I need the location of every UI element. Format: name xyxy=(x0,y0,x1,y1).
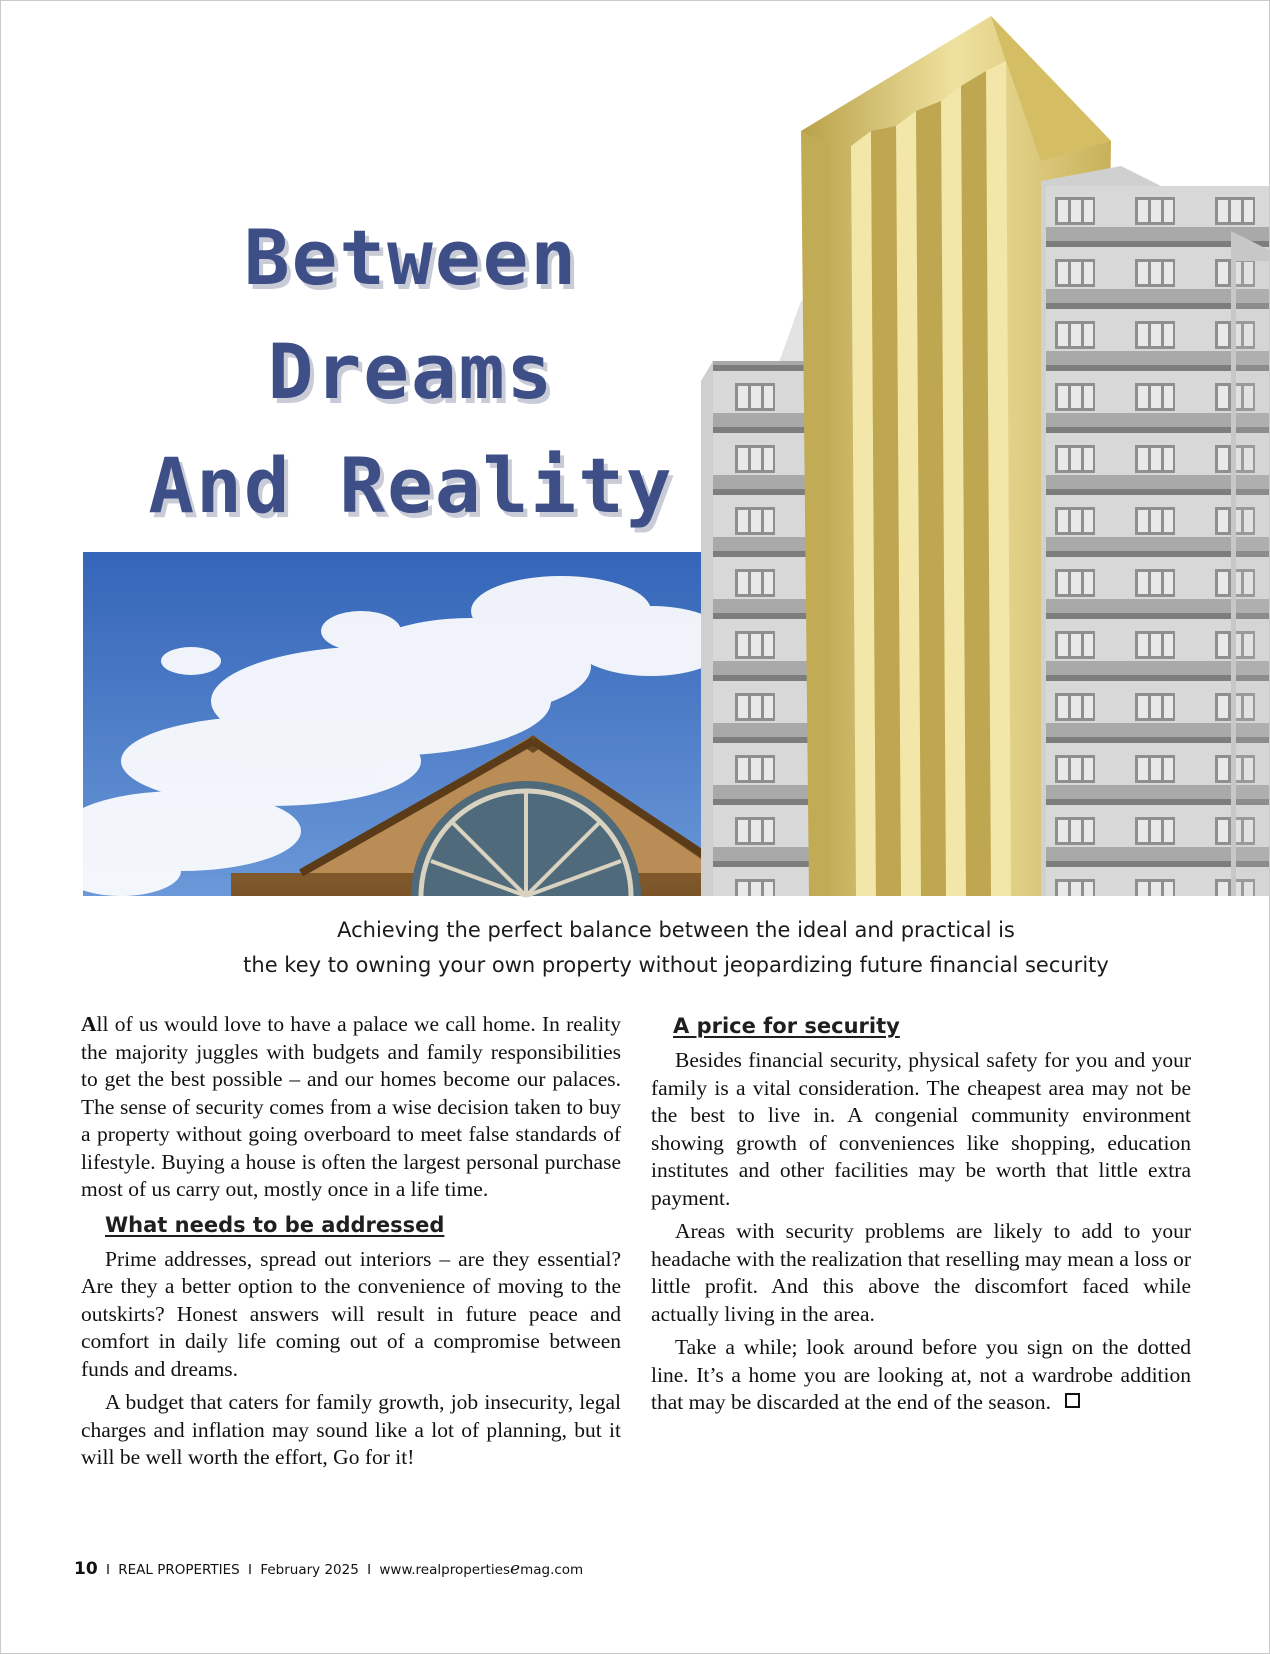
website-link[interactable] xyxy=(379,1559,584,1579)
footer-separator: I xyxy=(367,1562,372,1578)
magazine-name: REAL PROPERTIES xyxy=(118,1562,240,1578)
url-e-logo: e xyxy=(510,1559,521,1579)
url-suffix: mag.com xyxy=(520,1562,584,1578)
end-of-article-icon xyxy=(1065,1393,1080,1408)
issue-date: February 2025 xyxy=(260,1562,359,1578)
deck-line: the key to owning your own property without jeopardizing future financial security xyxy=(243,953,1109,977)
page-footer xyxy=(74,1559,583,1579)
footer-separator: I xyxy=(105,1562,110,1578)
page-number: 10 xyxy=(74,1559,98,1579)
drop-cap: A xyxy=(81,1012,97,1036)
title-line: And Reality xyxy=(148,441,674,530)
paragraph: A budget that caters for family growth, job insecurity, legal charges and inflation may sound like a lot of planning, but it will be well worth the effort, Go for it! xyxy=(81,1390,621,1469)
final-text: Take a while; look around before you sign on the dotted line. It’s a home you are looking at, not a wardrobe addition that may be discarded at the end of the season. xyxy=(651,1335,1191,1414)
title-line: Dreams xyxy=(267,327,555,416)
url-prefix: www.realproperties xyxy=(379,1562,511,1578)
tower-building xyxy=(701,16,1270,896)
paragraph: Prime addresses, spread out interiors – are they essential? Are they a better option to the convenience of moving to the outskirts? Honest answers will result in future peace and comfort in daily life coming out of a compromise between funds and dreams. xyxy=(81,1246,621,1381)
article-deck xyxy=(81,913,1270,983)
article-title xyxy=(101,201,721,543)
intro-paragraph xyxy=(81,1011,621,1204)
body-column-left xyxy=(81,1011,621,1478)
body-column-right xyxy=(651,1011,1191,1423)
deck-line: Achieving the perfect balance between the ideal and practical is xyxy=(337,918,1015,942)
section-heading-what-needs: What needs to be addressed xyxy=(105,1212,445,1237)
title-line: Between xyxy=(243,213,579,302)
section-heading-price-for-security: A price for security xyxy=(673,1014,900,1038)
paragraph: Besides financial security, physical safety for you and your family is a vital consideration. The cheapest area may not be the best to live in. A congenial community environment showing growth of conveniences like shopping, education institutes and other facilities may be worth that little extra payment. xyxy=(651,1048,1191,1210)
paragraph-final xyxy=(651,1334,1191,1417)
paragraph: Areas with security problems are likely to add to your headache with the realization that reselling may mean a loss or little profit. And this above the discomfort faced while actually living in the area. xyxy=(651,1219,1191,1326)
footer-separator: I xyxy=(248,1562,253,1578)
intro-text: ll of us would love to have a palace we call home. In reality the majority juggles with budgets and family responsibilities to get the best possible – and our homes become our palaces. The sense of security comes from a wise decision taken to buy a property without going overboard to meet false standards of lifestyle. Buying a house is often the largest personal purchase most of us carry out, mostly once in a life time. xyxy=(81,1012,621,1201)
